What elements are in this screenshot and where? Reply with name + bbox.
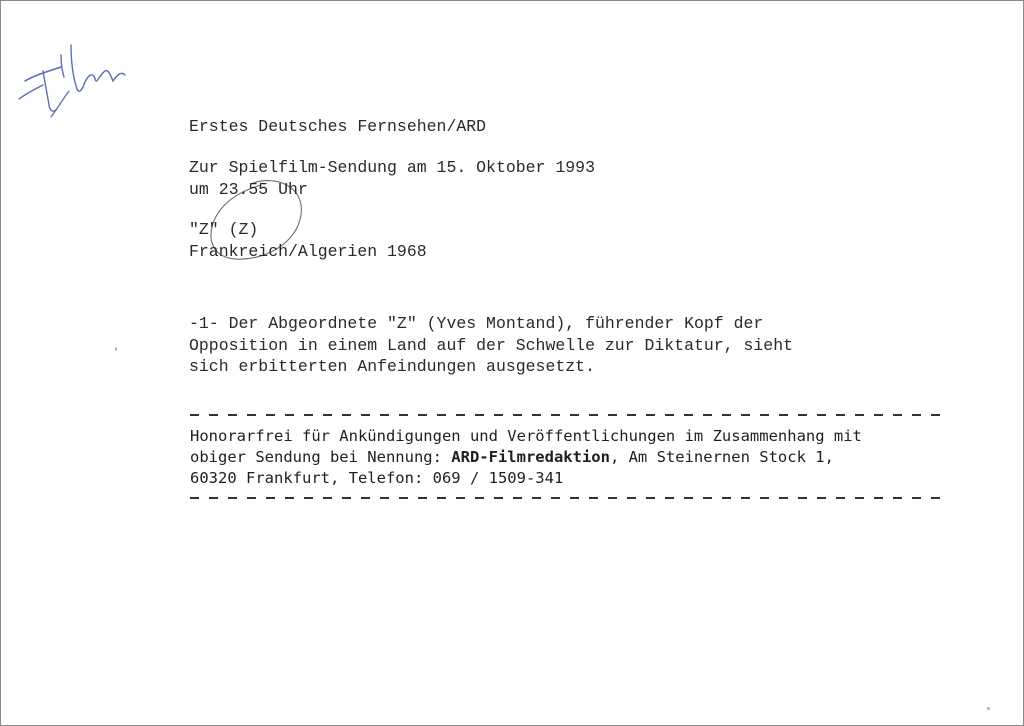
- paper-speck: [987, 707, 990, 710]
- paper-speck: [115, 347, 117, 351]
- broadcast-date-line: Zur Spielfilm-Sendung am 15. Oktober 1993: [189, 158, 595, 177]
- dashed-separator-bottom: [190, 497, 950, 499]
- film-origin: Frankreich/Algerien 1968: [189, 242, 427, 261]
- dashed-separator-top: [190, 414, 950, 416]
- synopsis-line-2: Opposition in einem Land auf der Schwelle zur Diktatur, sieht: [189, 336, 793, 355]
- broadcaster-line: Erstes Deutsches Fernsehen/ARD: [189, 117, 487, 136]
- synopsis-line-3: sich erbitterten Anfeindungen ausgesetzt.: [189, 357, 595, 376]
- notice-line-1: Honorarfrei für Ankündigungen und Veröffentlichungen im Zusammenhang mit: [190, 427, 862, 445]
- notice-editorial-office: ARD-Filmredaktion: [451, 448, 610, 466]
- handwritten-film-annotation: [9, 31, 149, 141]
- notice-line-3: 60320 Frankfurt, Telefon: 069 / 1509-341: [190, 469, 564, 487]
- notice-line-2-prefix: obiger Sendung bei Nennung:: [190, 448, 452, 466]
- film-title: "Z" (Z): [189, 220, 259, 239]
- notice-line-2: [190, 447, 834, 468]
- broadcast-time-line: um 23.55 Uhr: [189, 180, 308, 199]
- notice-line-2-suffix: , Am Steinernen Stock 1,: [609, 448, 834, 466]
- synopsis-line-1: -1- Der Abgeordnete "Z" (Yves Montand), führender Kopf der: [189, 314, 764, 333]
